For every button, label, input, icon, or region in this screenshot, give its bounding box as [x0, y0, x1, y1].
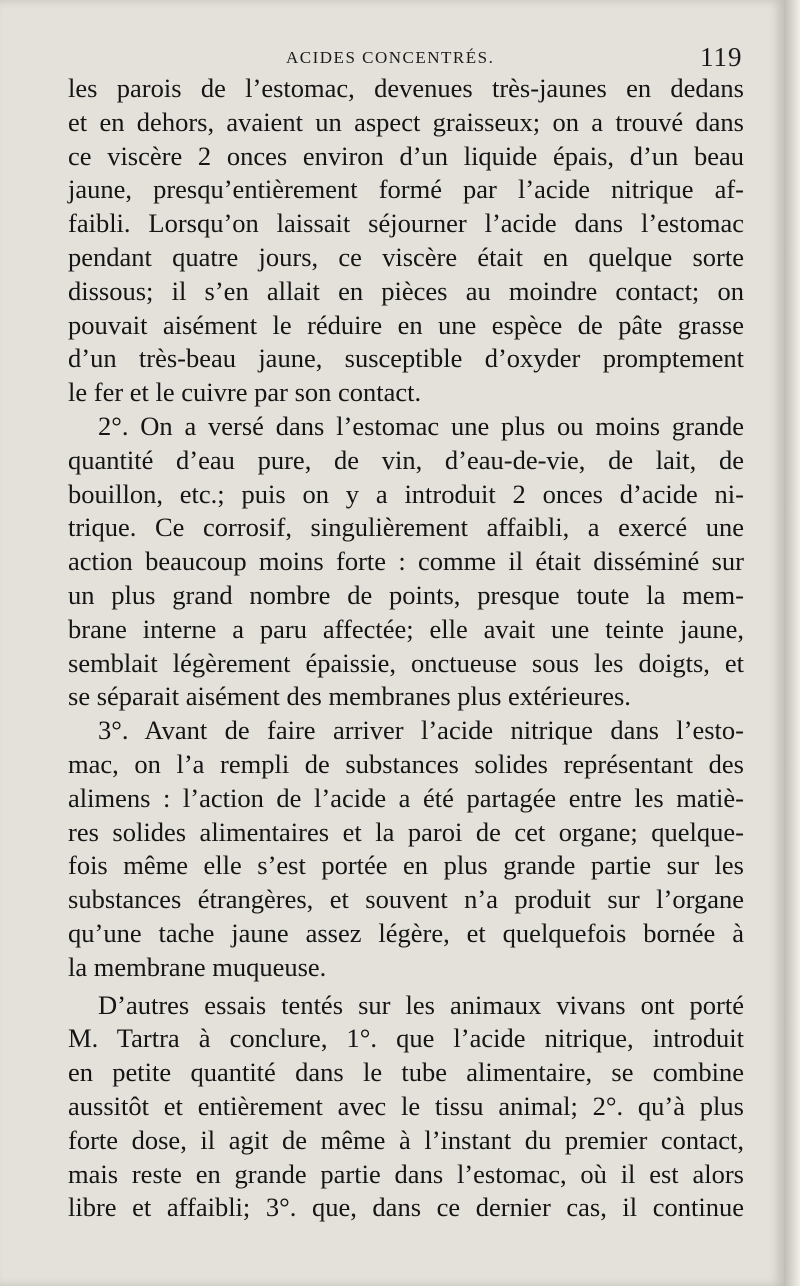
text-line: mac, on l’a rempli de substances solides représentant des [68, 748, 744, 779]
running-head: ACIDES CONCENTRÉS. [286, 48, 495, 67]
text-line: alimens : l’action de l’acide a été partagée entre les matiè- [68, 782, 744, 813]
text-line: brane interne a paru affectée; elle avait une teinte jaune, [68, 613, 744, 644]
page-edge [784, 0, 800, 1286]
text-line: bouillon, etc.; puis on y a introduit 2 onces d’acide ni- [68, 478, 744, 509]
text-line: action beaucoup moins forte : comme il était disséminé sur [68, 546, 744, 577]
text-line: res solides alimentaires et la paroi de cet organe; quelque- [68, 816, 744, 847]
text-line: dissous; il s’en allait en pièces au moindre contact; on [68, 275, 744, 306]
text-line: aussitôt et entièrement avec le tissu animal; 2°. qu’à plus [68, 1090, 744, 1121]
text-line: M. Tartra à conclure, 1°. que l’acide nitrique, introduit [68, 1023, 744, 1054]
body-text [68, 72, 744, 1225]
text-line: forte dose, il agit de même à l’instant du premier contact, [68, 1124, 744, 1155]
text-line: jaune, presqu’entièrement formé par l’acide nitrique af- [68, 174, 744, 205]
text-line: quantité d’eau pure, de vin, d’eau-de-vie, de lait, de [68, 444, 744, 475]
text-line: d’un très-beau jaune, susceptible d’oxyder promptement [68, 343, 744, 374]
text-line: ce viscère 2 onces environ d’un liquide épais, d’un beau [68, 140, 744, 171]
text-line: se séparait aisément des membranes plus extérieures. [68, 681, 631, 712]
text-line: 3°. Avant de faire arriver l’acide nitrique dans l’esto- [98, 715, 744, 746]
text-line: pendant quatre jours, ce viscère était en quelque sorte [68, 241, 744, 272]
text-line: en petite quantité dans le tube alimentaire, se combine [68, 1057, 744, 1088]
text-line: et en dehors, avaient un aspect graisseux; on a trouvé dans [68, 106, 744, 137]
text-line: faibli. Lorsqu’on laissait séjourner l’acide dans l’estomac [68, 208, 744, 239]
text-line: substances étrangères, et souvent n’a produit sur l’organe [68, 884, 744, 915]
text-line: pouvait aisément le réduire en une espèce de pâte grasse [68, 309, 744, 340]
text-line: trique. Ce corrosif, singulièrement affaibli, a exercé une [68, 512, 744, 543]
text-line: libre et affaibli; 3°. que, dans ce dernier cas, il continue [68, 1192, 744, 1223]
text-line: fois même elle s’est portée en plus grande partie sur les [68, 850, 744, 881]
text-line: semblait légèrement épaissie, onctueuse sous les doigts, et [68, 647, 744, 678]
text-line: un plus grand nombre de points, presque toute la mem- [68, 579, 744, 610]
text-line: D’autres essais tentés sur les animaux vivans ont porté [98, 989, 744, 1020]
text-line: le fer et le cuivre par son contact. [68, 377, 422, 408]
text-line: mais reste en grande partie dans l’estomac, où il est alors [68, 1158, 744, 1189]
text-line: qu’une tache jaune assez légère, et quelquefois bornée à [68, 917, 744, 948]
page-number: 119 [700, 42, 743, 72]
text-line: les parois de l’estomac, devenues très-jaunes en dedans [68, 73, 744, 103]
text-line: la membrane muqueuse. [68, 951, 327, 982]
text-line: 2°. On a versé dans l’estomac une plus ou moins grande [98, 410, 744, 441]
